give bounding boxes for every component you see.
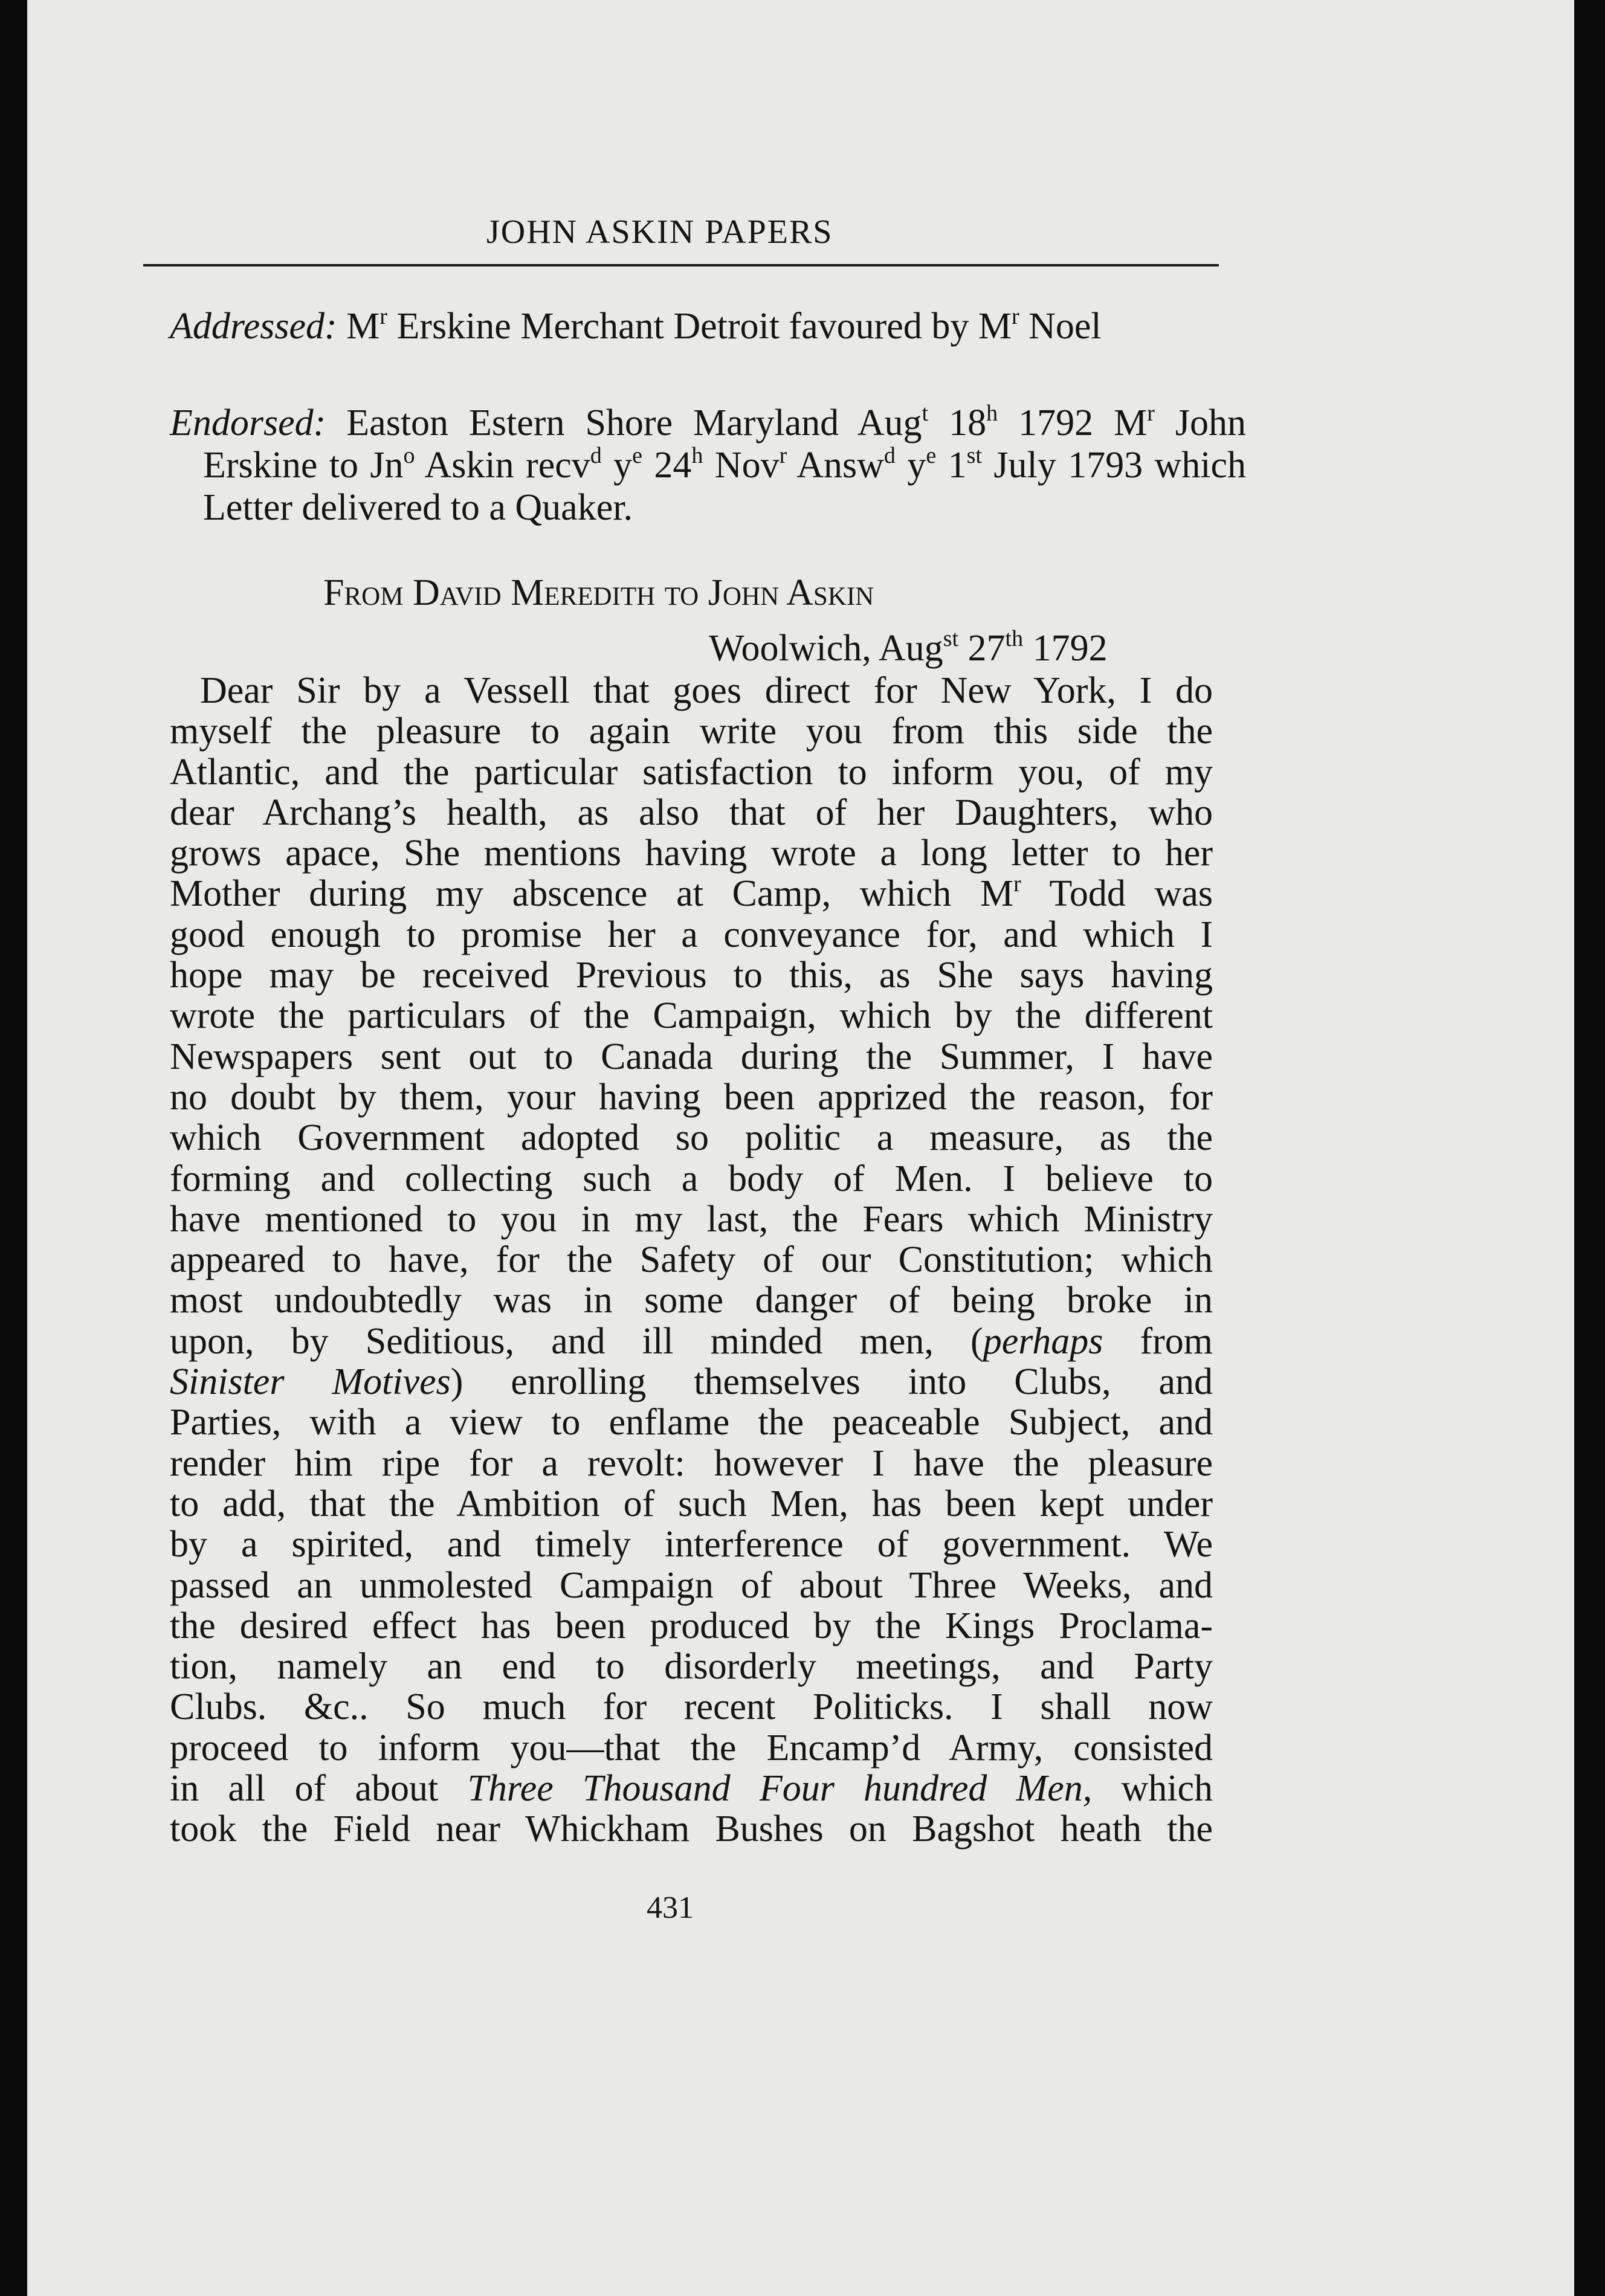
- body-line: grows apace, She mentions having wrote a long letter to her: [170, 833, 1213, 874]
- body-line: tion, namely an end to disorderly meetings, and Party: [170, 1646, 1213, 1688]
- body-line: appeared to have, for the Safety of our Constitution; which: [170, 1239, 1213, 1281]
- body-line: render him ripe for a revolt: however I have the pleasure: [170, 1442, 1213, 1484]
- body-line: proceed to inform you—that the Encamp’d Army, consisted: [170, 1727, 1213, 1769]
- body-line: Sinister Motives) enrolling themselves into Clubs, and: [170, 1361, 1213, 1403]
- body-line: passed an unmolested Campaign of about Three Weeks, and: [170, 1564, 1213, 1606]
- book-page: [27, 0, 1574, 2296]
- body-line: hope may be received Previous to this, as She says having: [170, 955, 1213, 996]
- endorsed-label: Endorsed:: [170, 402, 326, 443]
- page-number: 431: [647, 1891, 694, 1925]
- body-line: to add, that the Ambition of such Men, has been kept under: [170, 1483, 1213, 1524]
- body-line: forming and collecting such a body of Men. I believe to: [170, 1158, 1213, 1199]
- body-line: Atlantic, and the particular satisfaction to inform you, of my: [170, 751, 1213, 793]
- body-line: wrote the particulars of the Campaign, which by the different: [170, 995, 1213, 1037]
- body-line: which Government adopted so politic a measure, as the: [170, 1117, 1213, 1159]
- body-line: Dear Sir by a Vessell that goes direct for New York, I do: [200, 670, 1213, 711]
- body-line: the desired effect has been produced by the Kings Proclama-: [170, 1605, 1213, 1646]
- body-line: took the Field near Whickham Bushes on Bagshot heath the: [170, 1808, 1213, 1850]
- body-line: in all of about Three Thousand Four hundred Men, which: [170, 1768, 1213, 1810]
- body-line: Clubs. &c.. So much for recent Politicks. I shall now: [170, 1686, 1213, 1728]
- body-line: by a spirited, and timely interference of government. We: [170, 1524, 1213, 1566]
- running-head: JOHN ASKIN PAPERS: [486, 213, 833, 251]
- body-line: Mother during my abscence at Camp, which $M^r$ Todd was: [170, 871, 1213, 915]
- body-line: Newspapers sent out to Canada during the Summer, I have: [170, 1036, 1213, 1077]
- endorsed-note: [170, 402, 1246, 529]
- header-rule: [143, 264, 1219, 266]
- body-line: no doubt by them, your having been apprized the reason, for: [170, 1076, 1213, 1118]
- letter-dateline: Woolwich, Aug$^{st}$ 27th 1792: [709, 626, 1108, 669]
- letter-title: From David Meredith to John Askin: [323, 572, 874, 613]
- body-line: dear Archang’s health, as also that of her Daughters, who: [170, 792, 1213, 833]
- body-line: good enough to promise her a conveyance for, and which I: [170, 914, 1213, 955]
- letter-body: [170, 671, 1213, 1850]
- body-line: upon, by Seditious, and ill minded men, (perhaps from: [170, 1320, 1213, 1362]
- addressed-label: Addressed:: [170, 306, 337, 347]
- addressed-note: [170, 305, 1246, 347]
- body-line: have mentioned to you in my last, the Fears which Ministry: [170, 1198, 1213, 1240]
- body-line: Parties, with a view to enflame the peaceable Subject, and: [170, 1402, 1213, 1443]
- addressed-text: $M^r$ Erskine Merchant Detroit favoured by $M^r$ Noel: [346, 304, 1102, 347]
- body-line: most undoubtedly was in some danger of being broke in: [170, 1280, 1213, 1321]
- endorsed-text: Easton Estern Shore Maryland Aug$^t$ 18$^h$ 1792 $M^r$ John Erskine to Jn$^o$ Askin recv$^d$ $y^e$ 24$^h$ Nov$^r$ Answ$^d$ $y^e$ 1st July 1793 which Letter delivered to a Quaker.: [203, 401, 1247, 528]
- body-line: myself the pleasure to again write you from this side the: [170, 711, 1213, 752]
